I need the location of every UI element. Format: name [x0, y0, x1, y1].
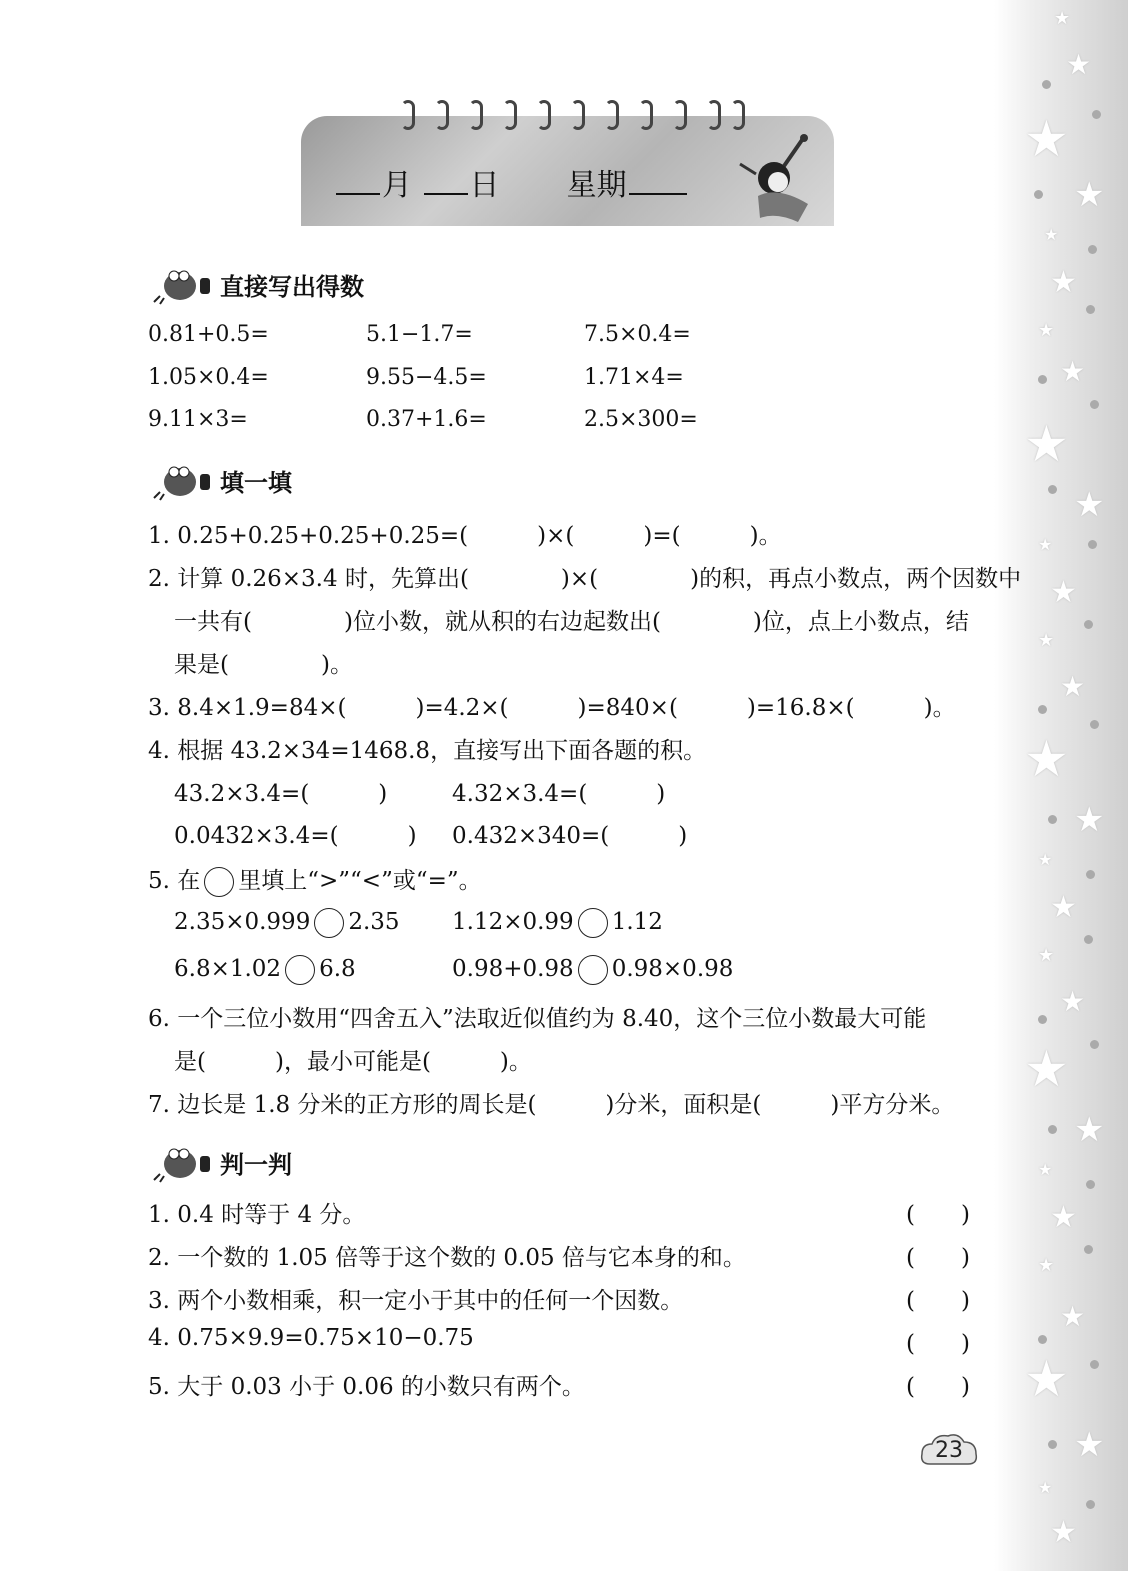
ring-icon: [673, 100, 687, 130]
calc-item: 0.81+0.5=: [148, 322, 269, 347]
ring-icon: [537, 100, 551, 130]
compare-right: 2.35: [348, 909, 400, 935]
compare-left: 1.12×0.99: [452, 909, 574, 935]
dot-icon: [1034, 190, 1043, 199]
dot-icon: [1092, 110, 1101, 119]
compare-left: 2.35×0.999: [174, 909, 311, 935]
ring-icon: [401, 100, 415, 130]
fill-question-6-cont: 是( )，最小可能是( )。: [174, 1049, 532, 1075]
calc-item: 1.05×0.4=: [148, 365, 269, 390]
calc-item: 5.1−1.7=: [366, 322, 473, 347]
star-icon: ★: [1074, 485, 1105, 525]
section-title: 判一判: [220, 1150, 292, 1179]
star-icon: ★: [1038, 535, 1053, 554]
star-icon: ★: [1038, 320, 1055, 341]
judge-answer-blank[interactable]: ( ): [906, 1331, 970, 1357]
child-illustration-icon: [728, 126, 828, 226]
dot-icon: [1048, 815, 1057, 824]
star-icon: ★: [1074, 1110, 1105, 1150]
page-number: 23: [935, 1438, 963, 1463]
section-title: 填一填: [220, 468, 292, 497]
judge-item: 1. 0.4 时等于 4 分。: [148, 1202, 366, 1228]
compare-circle-icon[interactable]: [285, 955, 315, 985]
dot-icon: [1042, 80, 1051, 89]
fill-question-4: 4. 根据 43.2×34=1468.8，直接写出下面各题的积。: [148, 738, 707, 764]
weekday-blank: [629, 169, 687, 195]
dot-icon: [1038, 705, 1047, 714]
dot-icon: [1086, 305, 1095, 314]
star-icon: ★: [1024, 730, 1069, 788]
compare-left: 0.98+0.98: [452, 956, 574, 982]
calc-item: 9.11×3=: [148, 407, 248, 432]
calc-row: [148, 322, 802, 347]
calc-item: 7.5×0.4=: [584, 322, 691, 347]
star-icon: ★: [1038, 1160, 1053, 1179]
dot-icon: [1090, 1360, 1099, 1369]
star-icon: ★: [1074, 1425, 1105, 1465]
day-blank: [424, 169, 468, 195]
judge-item: 2. 一个数的 1.05 倍等于这个数的 0.05 倍与它本身的和。: [148, 1245, 746, 1271]
section-judge-heading: [150, 1140, 292, 1184]
ring-icon: [639, 100, 653, 130]
section-direct-heading: [150, 262, 364, 306]
dot-icon: [1084, 620, 1093, 629]
ring-icon: [571, 100, 585, 130]
section-title: 直接写出得数: [220, 272, 364, 301]
compare-item: [174, 908, 400, 938]
star-icon: ★: [1038, 1255, 1055, 1276]
ring-icon: [707, 100, 721, 130]
star-icon: ★: [1060, 355, 1086, 388]
ring-icon: [731, 100, 745, 130]
judge-item: 5. 大于 0.03 小于 0.06 的小数只有两个。: [148, 1374, 585, 1400]
compare-item: [174, 955, 356, 985]
judge-answer-blank[interactable]: ( ): [906, 1288, 970, 1314]
compare-right: 0.98×0.98: [611, 956, 734, 982]
compare-item: [452, 955, 733, 985]
compare-right: 6.8: [319, 956, 356, 982]
star-icon: ★: [1066, 48, 1092, 81]
star-icon: ★: [1050, 1515, 1077, 1550]
section-fill-heading: [150, 458, 292, 502]
fill-question-6: 6. 一个三位小数用“四舍五入”法取近似值约为 8.40，这个三位小数最大可能: [148, 1006, 927, 1032]
dot-icon: [1090, 1040, 1099, 1049]
star-icon: ★: [1050, 575, 1077, 610]
calc-item: 1.71×4=: [584, 365, 684, 390]
dot-icon: [1084, 1245, 1093, 1254]
star-icon: ★: [1060, 670, 1086, 703]
dot-icon: [1048, 485, 1057, 494]
star-icon: ★: [1038, 1478, 1053, 1497]
q5-prefix: 5. 在: [148, 868, 201, 894]
dot-icon: [1048, 1440, 1057, 1449]
judge-item: 4. 0.75×9.9=0.75×10−0.75: [148, 1325, 474, 1351]
star-icon: ★: [1050, 265, 1077, 300]
star-icon: ★: [1050, 1200, 1077, 1235]
judge-answer-blank[interactable]: ( ): [906, 1202, 970, 1228]
month-blank: [336, 169, 380, 195]
star-icon: ★: [1024, 415, 1069, 473]
dot-icon: [1086, 870, 1095, 879]
star-icon: ★: [1038, 945, 1055, 966]
star-icon: ★: [1054, 8, 1071, 29]
ring-icon: [503, 100, 517, 130]
star-icon: ★: [1074, 800, 1105, 840]
calc-item: 2.5×300=: [584, 407, 698, 432]
date-line: [334, 160, 689, 204]
fill-question-2-cont: 果是( )。: [174, 652, 353, 678]
fill-question-4a: 43.2×3.4=( ): [174, 781, 388, 807]
weekday-label: 星期: [566, 168, 627, 203]
fill-question-5: [148, 862, 482, 897]
star-icon: ★: [1044, 225, 1059, 244]
dot-icon: [1088, 245, 1097, 254]
calc-item: 9.55−4.5=: [366, 365, 487, 390]
bird-mascot-icon: [150, 262, 214, 306]
fill-question-7: 7. 边长是 1.8 分米的正方形的周长是( )分米，面积是( )平方分米。: [148, 1092, 955, 1118]
calc-row: [148, 407, 802, 432]
page-number-badge: [918, 1432, 980, 1472]
binder-rings: [301, 100, 834, 140]
dot-icon: [1038, 1335, 1047, 1344]
ring-icon: [469, 100, 483, 130]
judge-item: 3. 两个小数相乘，积一定小于其中的任何一个因数。: [148, 1288, 684, 1314]
star-icon: ★: [1050, 890, 1077, 925]
star-icon: ★: [1038, 630, 1055, 651]
calc-row: [148, 365, 802, 390]
star-icon: ★: [1024, 1040, 1069, 1098]
dot-icon: [1038, 375, 1047, 384]
calc-item: 0.37+1.6=: [366, 407, 487, 432]
bird-mascot-icon: [150, 1140, 214, 1184]
fill-question-4d: 0.432×340=( ): [452, 823, 688, 849]
star-icon: ★: [1060, 1300, 1086, 1333]
ring-icon: [435, 100, 449, 130]
judge-answer-blank[interactable]: ( ): [906, 1374, 970, 1400]
fill-question-1: 1. 0.25+0.25+0.25+0.25=( )×( )=( )。: [148, 523, 782, 549]
star-icon: ★: [1060, 985, 1086, 1018]
dot-icon: [1038, 1015, 1047, 1024]
compare-left: 6.8×1.02: [174, 956, 282, 982]
fill-question-2-cont: 一共有( )位小数，就从积的右边起数出( )位，点上小数点，结: [174, 609, 969, 635]
dot-icon: [1086, 1500, 1095, 1509]
decorative-star-strip: [994, 0, 1128, 1571]
star-icon: ★: [1038, 850, 1053, 869]
day-label: 日: [469, 168, 500, 203]
compare-item: [452, 908, 663, 938]
fill-question-4c: 0.0432×3.4=( ): [174, 823, 417, 849]
dot-icon: [1048, 1125, 1057, 1134]
compare-circle-icon[interactable]: [578, 955, 608, 985]
q5-suffix: 里填上“>”“<”或“=”。: [238, 868, 482, 894]
month-label: 月: [382, 168, 412, 203]
judge-answer-blank[interactable]: ( ): [906, 1245, 970, 1271]
dot-icon: [1090, 720, 1099, 729]
fill-question-2: 2. 计算 0.26×3.4 时，先算出( )×( )的积，再点小数点，两个因数中: [148, 566, 1022, 592]
compare-circle-icon: [204, 867, 234, 897]
fill-question-4b: 4.32×3.4=( ): [452, 781, 666, 807]
fill-question-3: 3. 8.4×1.9=84×( )=4.2×( )=840×( )=16.8×( )。: [148, 695, 956, 721]
dot-icon: [1084, 935, 1093, 944]
compare-circle-icon[interactable]: [314, 908, 344, 938]
dot-icon: [1086, 1180, 1095, 1189]
compare-circle-icon[interactable]: [578, 908, 608, 938]
compare-right: 1.12: [611, 909, 663, 935]
dot-icon: [1090, 400, 1099, 409]
dot-icon: [1088, 540, 1097, 549]
bird-mascot-icon: [150, 458, 214, 502]
ring-icon: [605, 100, 619, 130]
star-icon: ★: [1024, 1350, 1069, 1408]
star-icon: ★: [1074, 175, 1105, 215]
star-icon: ★: [1024, 110, 1069, 168]
